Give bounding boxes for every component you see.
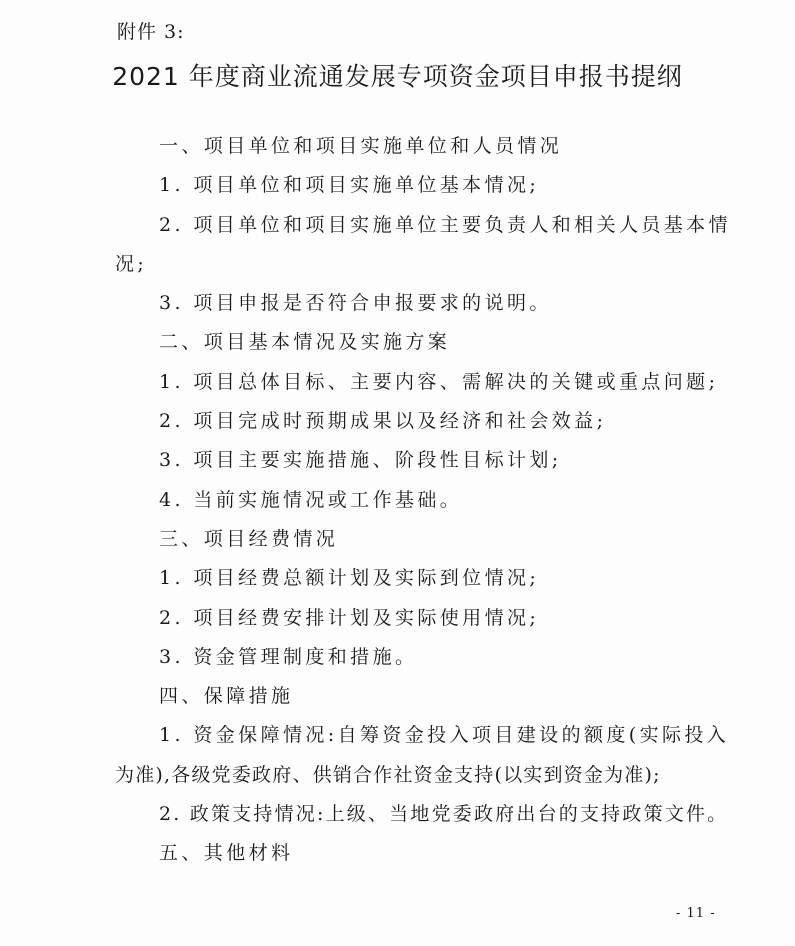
section-2-item-1: 1. 项目总体目标、主要内容、需解决的关键或重点问题; [159, 370, 719, 393]
section-1-item-1: 1. 项目单位和项目实施单位基本情况; [159, 174, 540, 197]
section-heading-2: 二、项目基本情况及实施方案 [159, 331, 451, 354]
section-1-item-2: 2. 项目单位和项目实施单位主要负责人和相关人员基本情 [159, 213, 731, 236]
section-4-item-1: 1. 资金保障情况:自筹资金投入项目建设的额度(实际投入 [159, 724, 730, 747]
section-2-item-2: 2. 项目完成时预期成果以及经济和社会效益; [159, 410, 607, 433]
section-3-item-1: 1. 项目经费总额计划及实际到位情况; [159, 567, 540, 590]
section-heading-5: 五、其他材料 [159, 842, 294, 865]
section-4-item-2: 2. 政策支持情况:上级、当地党委政府出台的支持政策文件。 [159, 803, 729, 826]
section-3-item-2: 2. 项目经费安排计划及实际使用情况; [159, 606, 540, 629]
document-title: 2021 年度商业流通发展专项资金项目申报书提纲 [112, 62, 683, 91]
section-heading-3: 三、项目经费情况 [159, 527, 339, 550]
section-3-item-3: 3. 资金管理制度和措施。 [159, 645, 418, 668]
section-heading-4: 四、保障措施 [159, 685, 294, 708]
attachment-label: 附件 3: [117, 21, 185, 43]
document-body [115, 127, 731, 874]
section-1-item-3: 3. 项目申报是否符合申报要求的说明。 [159, 292, 552, 315]
page-number: - 11 - [676, 906, 716, 921]
section-4-item-1-continued: 为准),各级党委政府、供销合作社资金支持(以实到资金为准); [115, 763, 661, 786]
section-2-item-3: 3. 项目主要实施措施、阶段性目标计划; [159, 449, 562, 472]
section-heading-1: 一、项目单位和项目实施单位和人员情况 [159, 135, 563, 157]
section-1-item-2-continued: 况; [115, 252, 148, 275]
section-2-item-4: 4. 当前实施情况或工作基础。 [159, 488, 463, 511]
